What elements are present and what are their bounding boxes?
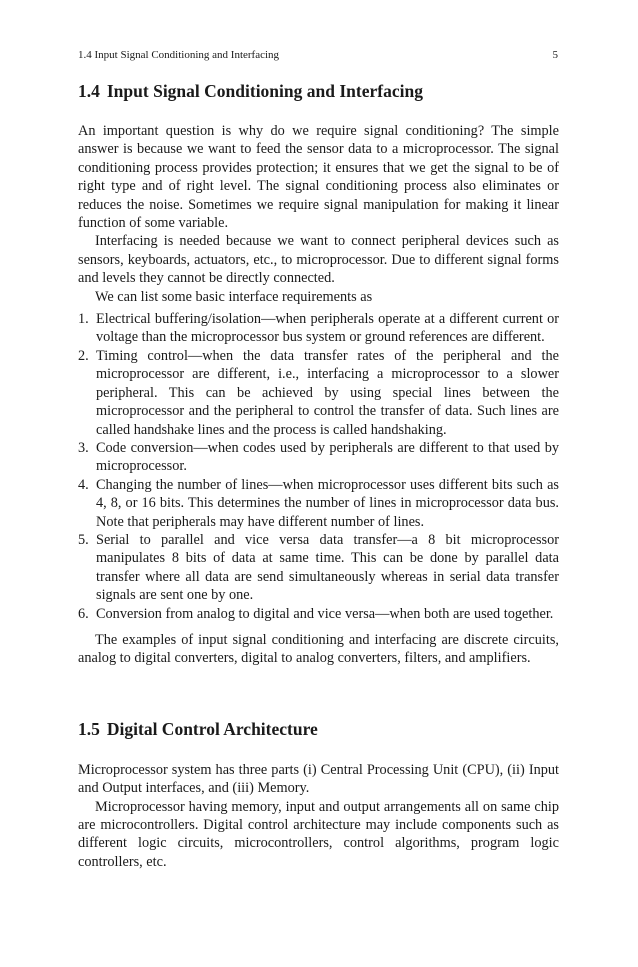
list-item xyxy=(78,476,559,531)
list-item xyxy=(78,310,559,347)
list-item-number: 2. xyxy=(78,347,89,364)
paragraph: An important question is why do we require signal conditioning? The simple answer is because we want to feed the sensor data to a microprocessor. The signal conditioning process provides protection; it ensures that we get the signal to be of right type and of right level. The signal conditioning process also eliminates or reduces the noise. Sometimes we require signal manipulation for making it linear function of some variable. xyxy=(78,123,559,232)
list-item-text: Timing control—when the data transfer rates of the peripheral and the microprocessor are different, i.e., interfacing a microprocessor to a slower peripheral. This can be achieved by using special lines between the microprocessor and the peripheral to control the transfer of data. Such lines are called handshake lines and the process is called handshaking. xyxy=(96,347,559,438)
interface-requirements-list xyxy=(78,310,559,623)
section-title: Digital Control Architecture xyxy=(106,718,318,739)
list-item-number: 6. xyxy=(78,605,89,622)
running-head xyxy=(78,49,558,61)
section-heading-1-5 xyxy=(78,718,559,740)
list-item-text: Electrical buffering/isolation—when peripherals operate at a different current or voltage than the microprocessor bus system or ground references are different. xyxy=(96,311,559,346)
list-item xyxy=(78,531,559,605)
list-item xyxy=(78,605,559,623)
list-item-text: Changing the number of lines—when microprocessor uses different bits such as 4, 8, or 16 bits. This determines the number of lines in microprocessor data bus. Note that peripherals may have different number of lines. xyxy=(96,476,559,530)
section-number: 1.4 xyxy=(78,81,100,101)
page-body xyxy=(78,80,559,871)
list-item xyxy=(78,347,559,439)
paragraph: Microprocessor having memory, input and output arrangements all on same chip are microcontrollers. Digital control architecture may include components such as different logic circuits, microcontrollers, control algorithms, program logic controllers, etc. xyxy=(78,798,559,870)
paragraph: Microprocessor system has three parts (i) Central Processing Unit (CPU), (ii) Input and Output interfaces, and (iii) Memory. xyxy=(78,761,559,797)
list-item-text: Serial to parallel and vice versa data transfer—a 8 bit microprocessor manipulates 8 bits of data at same time. This can be done by parallel data transfer where all data are send simultaneously whereas in serial data transfer signals are sent one by one. xyxy=(96,531,559,604)
list-item-number: 1. xyxy=(78,311,89,328)
running-head-title: 1.4 Input Signal Conditioning and Interfacing xyxy=(78,49,280,61)
section-heading-1-4 xyxy=(78,80,559,102)
page-number: 5 xyxy=(552,49,558,61)
list-item-number: 3. xyxy=(78,439,89,456)
list-item xyxy=(78,439,559,476)
section-number: 1.5 xyxy=(78,718,100,739)
list-item-number: 4. xyxy=(78,476,89,493)
paragraph: We can list some basic interface requirements as xyxy=(95,288,373,305)
list-item-text: Code conversion—when codes used by peripherals are different to that used by microprocessor. xyxy=(96,439,559,475)
list-item-text: Conversion from analog to digital and vice versa—when both are used together. xyxy=(96,605,554,622)
section-title: Input Signal Conditioning and Interfacing xyxy=(106,81,423,101)
paragraph: Interfacing is needed because we want to connect peripheral devices such as sensors, keyboards, actuators, etc., to microprocessor. Due to different signal forms and levels they cannot be directly connected. xyxy=(78,233,559,287)
list-item-number: 5. xyxy=(78,531,89,548)
paragraph: The examples of input signal conditioning and interfacing are discrete circuits, analog to digital converters, digital to analog converters, filters, and amplifiers. xyxy=(78,631,559,667)
